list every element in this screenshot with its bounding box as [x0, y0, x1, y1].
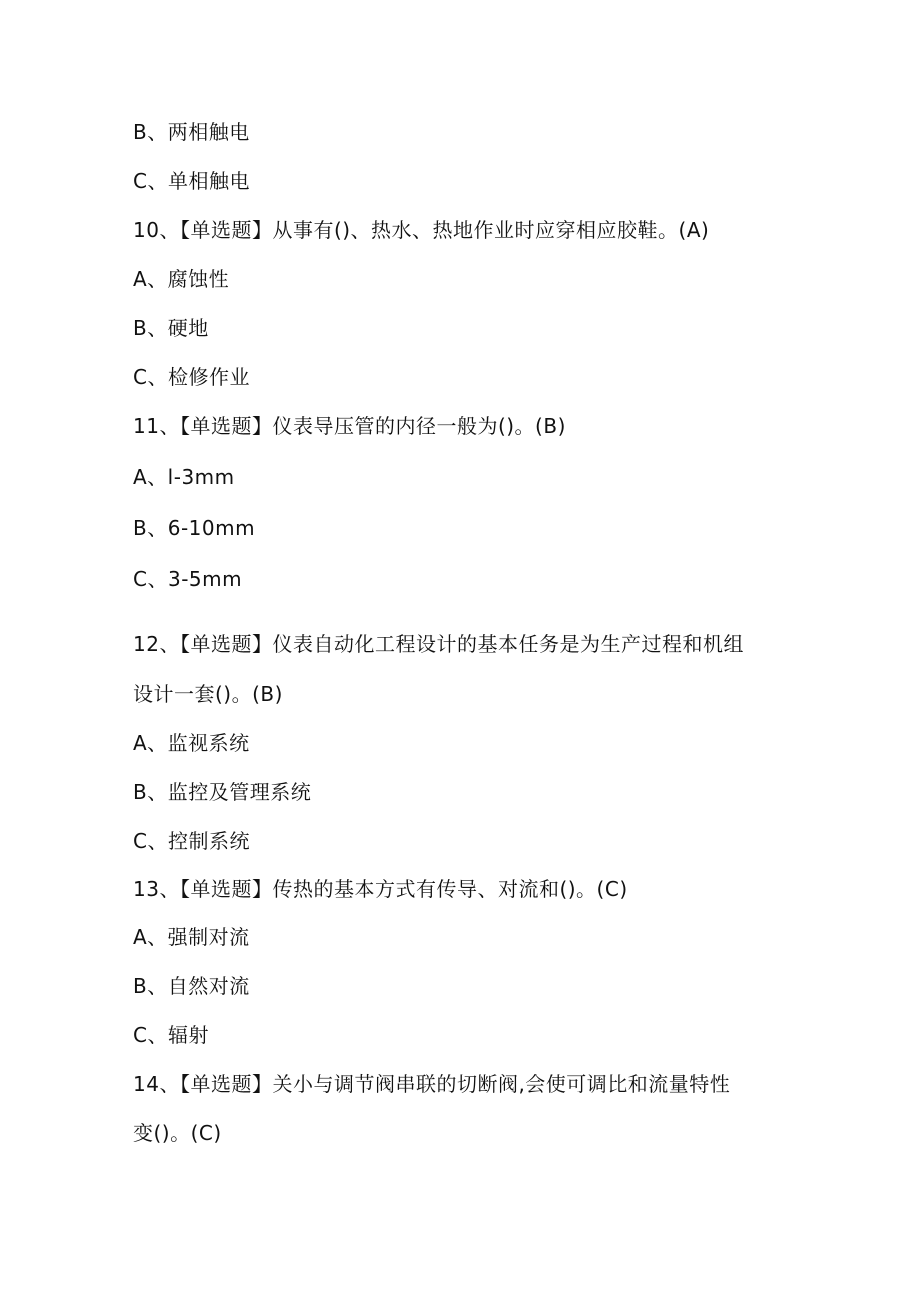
q12-option-b: B、监控及管理系统 [133, 780, 312, 804]
q12-option-c: C、控制系统 [133, 829, 250, 853]
q11-option-c: C、3-5mm [133, 567, 243, 591]
q11-option-a: A、l-3mm [133, 465, 235, 489]
q14-question-line1: 14、【单选题】关小与调节阀串联的切断阀,会使可调比和流量特性 [133, 1072, 731, 1096]
q11-option-b: B、6-10mm [133, 516, 256, 540]
q13-option-a: A、强制对流 [133, 925, 250, 949]
q12-question-line1: 12、【单选题】仪表自动化工程设计的基本任务是为生产过程和机组 [133, 632, 744, 656]
q13-option-c: C、辐射 [133, 1023, 209, 1047]
q9-option-b: B、两相触电 [133, 120, 250, 144]
q10-question: 10、【单选题】从事有()、热水、热地作业时应穿相应胶鞋。(A) [133, 218, 710, 242]
q13-question: 13、【单选题】传热的基本方式有传导、对流和()。(C) [133, 877, 628, 901]
q9-option-c: C、单相触电 [133, 169, 250, 193]
q10-option-c: C、检修作业 [133, 365, 250, 389]
q13-option-b: B、自然对流 [133, 974, 250, 998]
q11-question: 11、【单选题】仪表导压管的内径一般为()。(B) [133, 414, 566, 438]
q12-question-line2: 设计一套()。(B) [133, 682, 283, 706]
q12-option-a: A、监视系统 [133, 731, 250, 755]
q10-option-b: B、硬地 [133, 316, 209, 340]
q14-question-line2: 变()。(C) [133, 1121, 222, 1145]
q10-option-a: A、腐蚀性 [133, 267, 230, 291]
